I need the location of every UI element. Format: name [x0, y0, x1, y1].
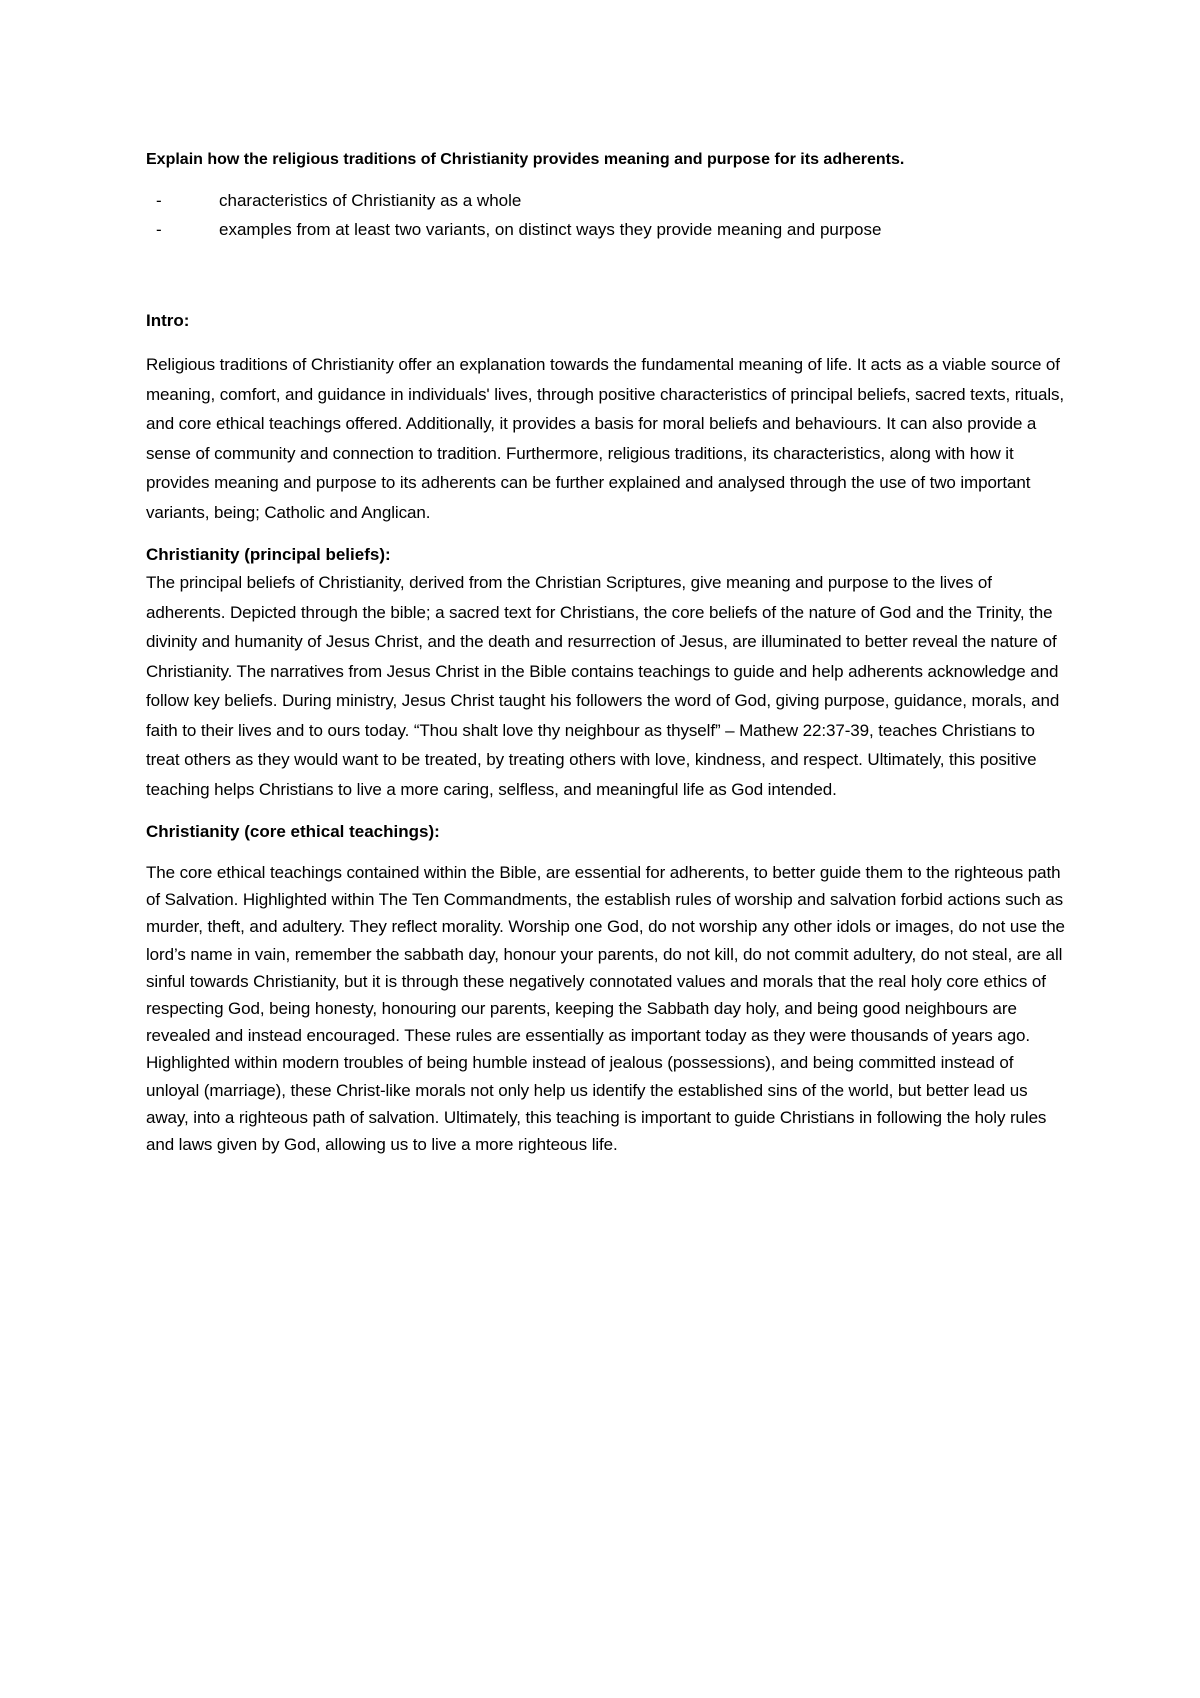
document-page: [146, 138, 1066, 1158]
question-title: Explain how the religious traditions of Christianity provides meaning and purpose for its adherents.: [146, 151, 905, 168]
section-body-intro: Religious traditions of Christianity offer an explanation towards the fundamental meaning of life. It acts as a viable source of meaning, comfort, and guidance in individuals' lives, through positive characteristics of principal beliefs, sacred texts, rituals, and core ethical teachings offered. Additionally, it provides a basis for moral beliefs and behaviours. It can also provide a sense of community and connection to tradition. Furthermore, religious traditions, its characteristics, along with how it provides meaning and purpose to its adherents can be further explained and analysed through the use of two important variants, being; Catholic and Anglican.: [146, 355, 1065, 522]
list-item: [146, 215, 1066, 244]
requirements-list: [146, 186, 1066, 244]
section-body-principal-beliefs: The principal beliefs of Christianity, derived from the Christian Scriptures, give meaning and purpose to the lives of adherents. Depicted through the bible; a sacred text for Christians, the core beliefs of the nature of God and the Trinity, the divinity and humanity of Jesus Christ, and the death and resurrection of Jesus, are illuminated to better reveal the nature of Christianity. The narratives from Jesus Christ in the Bible contains teachings to guide and help adherents acknowledge and follow key beliefs. During ministry, Jesus Christ taught his followers the word of God, giving purpose, guidance, morals, and faith to their lives and to ours today. “Thou shalt love thy neighbour as thyself” – Mathew 22:37-39, teaches Christians to treat others as they would want to be treated, by treating others with love, kindness, and respect. Ultimately, this positive teaching helps Christians to live a more caring, selfless, and meaningful life as God intended.: [146, 573, 1060, 799]
list-item-text: characteristics of Christianity as a whole: [219, 191, 522, 210]
section-heading-principal-beliefs: Christianity (principal beliefs):: [146, 545, 391, 564]
list-item-text: examples from at least two variants, on distinct ways they provide meaning and purpose: [219, 220, 882, 239]
list-item: [146, 186, 1066, 215]
section-heading-intro: Intro:: [146, 311, 190, 330]
bullet-dash: -: [156, 220, 162, 239]
section-heading-core-ethical-teachings: Christianity (core ethical teachings):: [146, 822, 440, 841]
section-body-core-ethical-teachings: The core ethical teachings contained within the Bible, are essential for adherents, to better guide them to the righteous path of Salvation. Highlighted within The Ten Commandments, the establish rules of worship and salvation forbid actions such as murder, theft, and adultery. They reflect morality. Worship one God, do not worship any other idols or images, do not use the lord’s name in vain, remember the sabbath day, honour your parents, do not kill, do not commit adultery, do not steal, are all sinful towards Christianity, but it is through these negatively connotated values and morals that the real holy core ethics of respecting God, being honesty, honouring our parents, keeping the Sabbath day holy, and being good neighbours are revealed and instead encouraged. These rules are essentially as important today as they were thousands of years ago. Highlighted within modern troubles of being humble instead of jealous (possessions), and being committed instead of unloyal (marriage), these Christ-like morals not only help us identify the established sins of the world, but better lead us away, into a righteous path of salvation. Ultimately, this teaching is important to guide Christians in following the holy rules and laws given by God, allowing us to live a more righteous life.: [146, 863, 1065, 1155]
bullet-dash: -: [156, 191, 162, 210]
